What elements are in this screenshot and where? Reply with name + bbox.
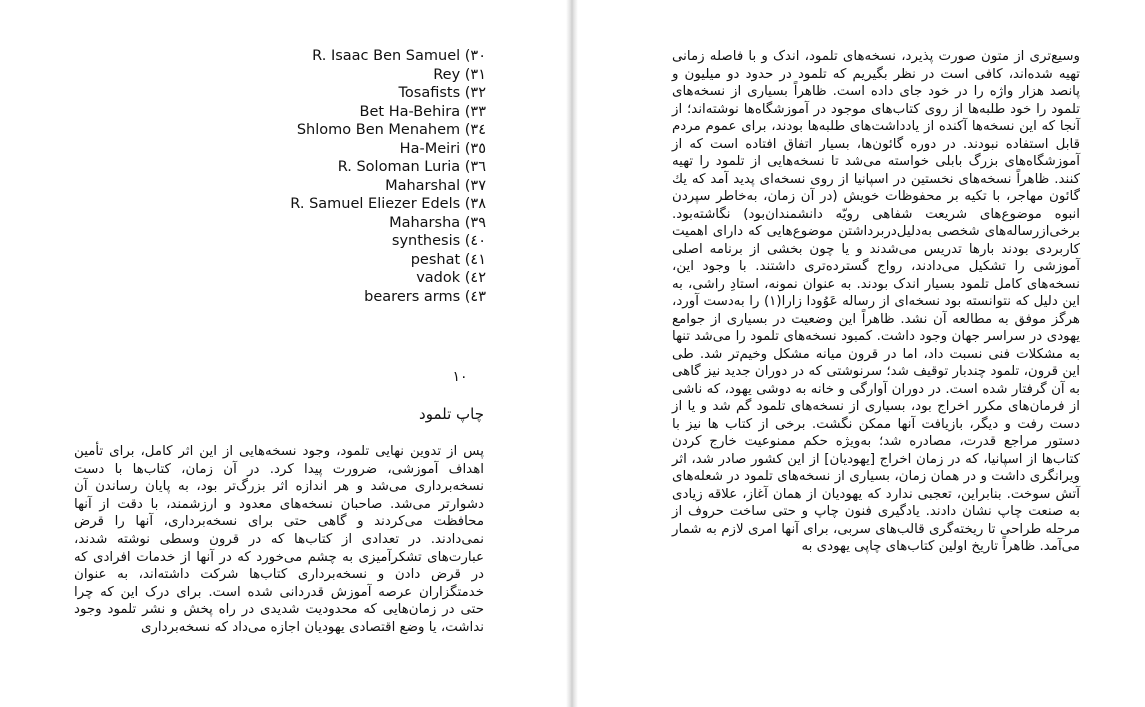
footnote-item: Tosafists (٣٢: [398, 85, 486, 101]
left-page: [0, 0, 566, 707]
footnote-item: Maharsha (٣٩: [389, 214, 486, 231]
footnote-item: Rey (٣١: [433, 66, 486, 83]
footnote-item: Bet Ha-Behira (٣٣: [359, 103, 486, 120]
footnote-item: R. Isaac Ben Samuel (٣٠: [312, 48, 486, 64]
footnote-item: vadok (٤٢: [416, 270, 486, 286]
footnote-item: R. Soloman Luria (٣٦: [337, 159, 486, 175]
section-title: چاپ تلمود: [419, 405, 484, 423]
footnote-item: R. Samuel Eliezer Edels (٣٨: [290, 196, 486, 212]
body-paragraph: پس از تدوین نهایی تلمود، وجود نسخه‌هایی از این اثر کامل، برای تأمین اهداف آموزشی، ضرورت پیدا کرد. در آن زمان، کتاب‌ها با دست نسخه‌برداری می‌شد و هر اندازه اثر بزرگ‌تر بود، به پایان رساندن آن دشوارتر می‌شد. صاحبان نسخه‌های معدود و ارزشمند، با دقت از آنها محافظت می‌کردند و گاهی حتی برای نسخه‌برداری، آنها را قرض نمی‌دادند. در تعدادی از کتاب‌ها که در قرون وسطی نوشته شدند، عبارت‌های تشکرآمیزی به چشم می‌خورد که در آنها از خدمات افرادی که در قرض دادن و نسخه‌برداری کتاب‌ها شرکت داشته‌اند، به عنوان خدمتگزاران عرصه آموزش قدردانی شده است. برای درک این که چرا حتی در زمان‌هایی که محدودیت شدیدی در راه پخش و نشر تلمود وجود نداشت، یا وضع اقتصادی یهودیان اجازه می‌داد که نسخه‌برداری: [74, 444, 484, 635]
footnote-item: Shlomo Ben Menahem (٣٤: [296, 122, 486, 138]
body-paragraph: وسیع‌تری از متون صورت پذیرد، نسخه‌های تلمود، اندک و با فاصله زمانی تهیه شده‌اند، کافی است در نظر بگیریم که تلمود در حدود دو میلیون و پانصد هزار واژه را در خود جای داده است. ظاهراً بسیاری از نسخه‌های تلمود را خود طلبه‌ها از روی کتاب‌های موجود در آموزشگاه‌ها نوشته‌اند؛ از آنجا که این نسخه‌ها آکنده از یادداشت‌های طلبه‌ها بودند، برای عموم مردم قابل استفاده نبودند. در دوره گائون‌ها، بسیار اتفاق افتاده است که از آموزشگاه‌های بزرگ بابلی خواسته می‌شد تا نسخه‌هایی از تلمود را تهیه کنند. ظاهراً نسخه‌های نخستین در اسپانیا از روی نسخه‌ای پدید آمد که یك گائون مهاجر، با تکیه بر محفوظات خویش (در آن زمان، به‌خاطر سپردن انبوه موضوع‌های شریعت شفاهی رویّه دانشمندان‌بود) نگاشته‌بود. برخی‌ازرساله‌های شخصی به‌دلیل‌دربرداشتن موضوع‌هایی که دارای اهمیت کاربردی بودند بارها تدریس می‌شدند و یا چون بخشی از برنامه اصلی آموزشی را تشکیل می‌دادند، رواج گسترده‌تری داشتند. با وجود این، نسخه‌های کامل تلمود بسیار اندک بودند. به عنوان نمونه، استادِ راشی، به این دلیل که نتوانسته بود نسخه‌ای از رساله عَوُودا زارا(۱) را به‌دست آورد، هرگز موفق به مطالعه آن نشد. ظاهراً این وضعیت در بسیاری از جوامع یهودی در سراسر جهان وجود داشت. کمبود نسخه‌های تلمود را می‌شد تنها به مشکلات فنی نسبت داد، اما در قرون میانه مشکل وخیم‌تر شد. طی این قرون، تلمود چندبار توقیف شد؛ سرنوشتی که در دوران جدید نیز گاهی به آن گرفتار شده است. در دوران آوارگی و خانه به دوشی یهود، که ناشی از فرمان‌های مکرر اخراج بود، بسیاری از نسخه‌های تلمود گم شد و یا از دست رفت و دیگر، بازیافت آنها ممکن نگشت. برخی از کتاب ها نیز با دستور مراجع قدرت، مصادره شد؛ به‌ویژه حکم ممنوعیت خارج کردن کتاب‌ها از اسپانیا، که در زمان اخراج [یهودیان] از این کشور صادر شد، اثر ویرانگری داشت و در همان زمان، بسیاری از نسخه‌های تلمود در شعله‌های آتش سوخت. بنابراین، تعجبی ندارد که یهودیان از همان آغاز، علاقه زیادی به صنعت چاپ نشان دادند. یادگیری فنون چاپ و حتی ساخت حروف از مرحله طراحی تا ریخته‌گری قالب‌های سربی، برای آنها امری لازم به شمار می‌آمد. ظاهراً تاریخ اولین کتاب‌های چاپی یهودی به: [672, 49, 1080, 554]
footnote-item: synthesis (٤٠: [391, 233, 486, 249]
footnote-item: Maharshal (٣٧: [385, 177, 486, 194]
footnote-item: Ha-Meiri (٣٥: [399, 140, 486, 157]
page-number: ۱۰: [452, 369, 468, 385]
footnote-list: [200, 47, 486, 306]
page-gutter: [566, 0, 578, 707]
footnote-item: peshat (٤١: [410, 251, 486, 268]
footnote-item: bearers arms (٤٣: [364, 288, 486, 305]
right-page: [578, 0, 1145, 707]
